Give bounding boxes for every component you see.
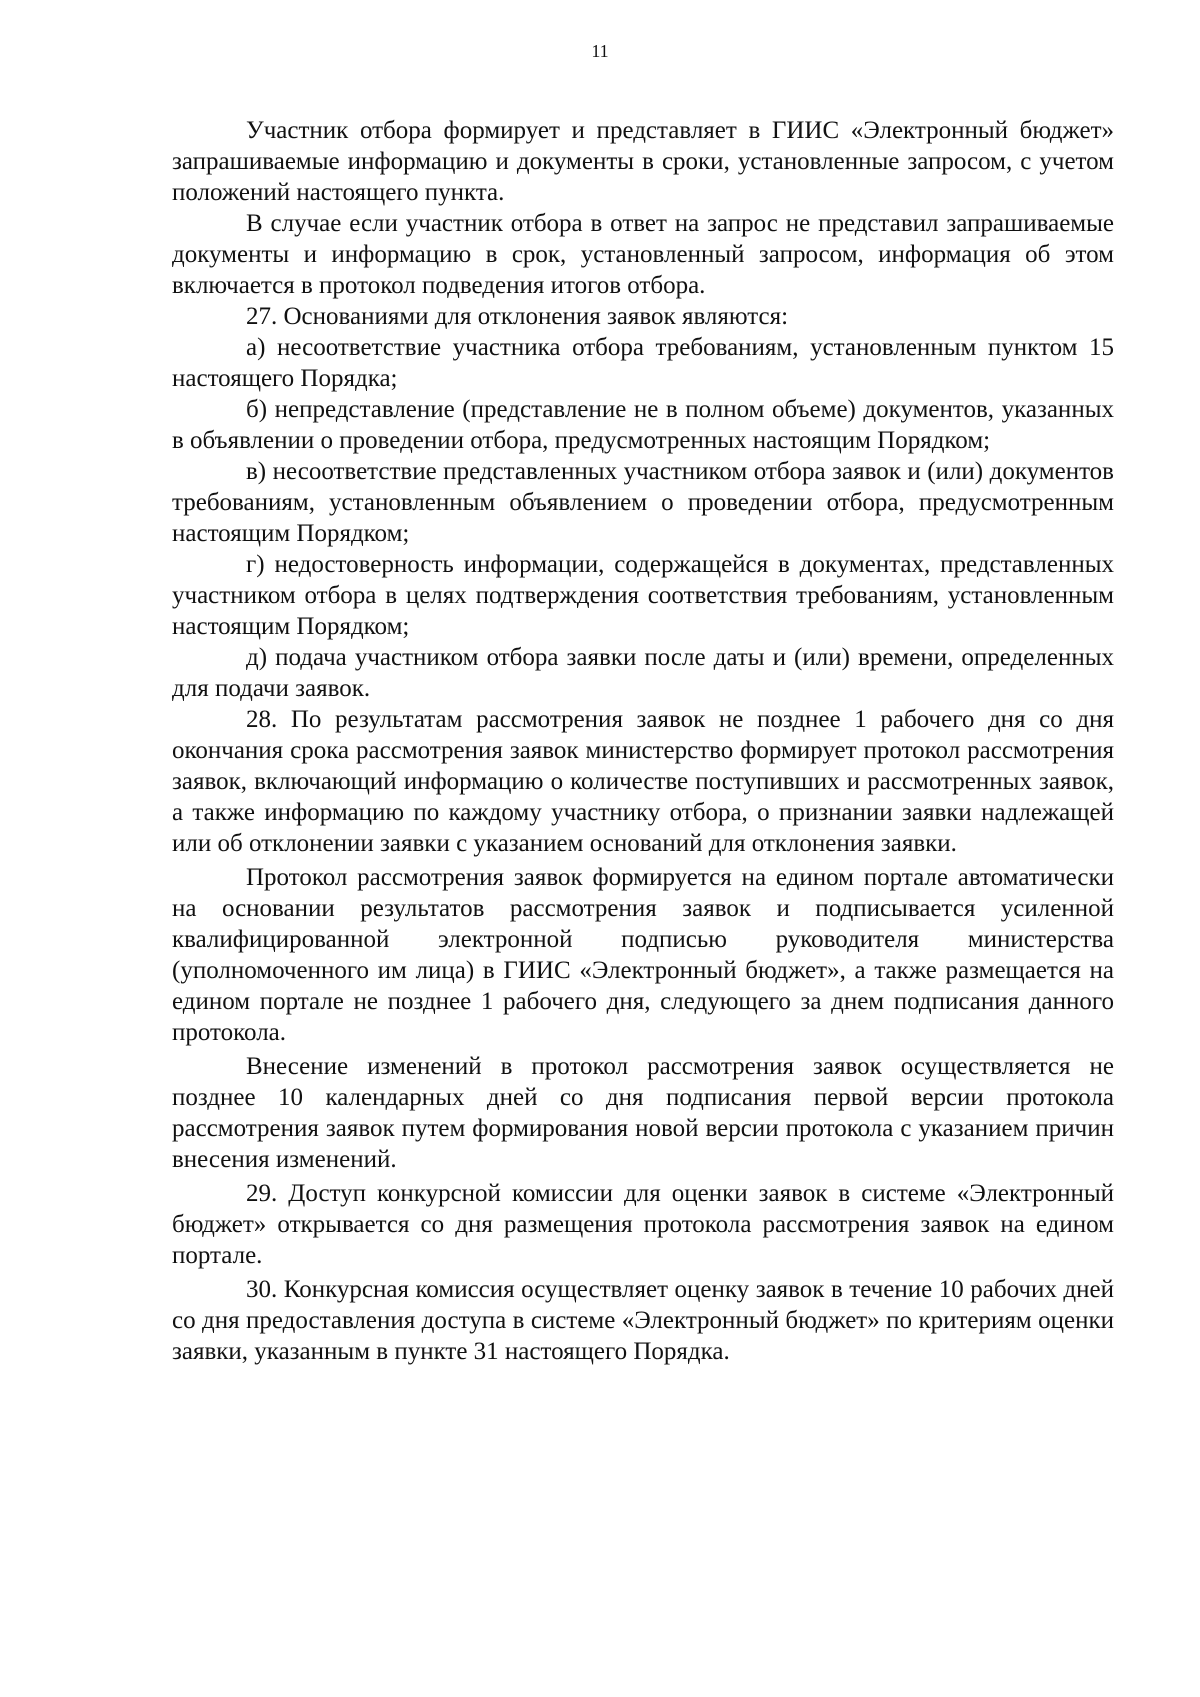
paragraph-28-review-protocol: 28. По результатам рассмотрения заявок не позднее 1 рабочего дня со дня окончания срока рассмотрения заявок министерство формирует протокол рассмотрения заявок, включающий информацию о количестве поступивших и рассмотренных заявок, а также информацию по каждому участнику отбора, о признании заявки надлежащей или об отклонении заявки с указанием оснований для отклонения заявки.	[172, 706, 1114, 857]
paragraph-failure-to-submit: В случае если участник отбора в ответ на запрос не представил запрашиваемые документы и информацию в срок, установленный запросом, информация об этом включается в протокол подведения итогов отбора.	[172, 210, 1114, 299]
list-item-v: в) несоответствие представленных участником отбора заявок и (или) документов требованиям, установленным объявлением о проведении отбора, предусмотренным настоящим Порядком;	[172, 458, 1114, 547]
paragraph-30-evaluation: 30. Конкурсная комиссия осуществляет оценку заявок в течение 10 рабочих дней со дня предоставления доступа в системе «Электронный бюджет» по критериям оценки заявки, указанным в пункте 31 настоящего Порядка.	[172, 1276, 1114, 1365]
document-body	[172, 115, 1114, 1367]
list-item-a: а) несоответствие участника отбора требованиям, установленным пунктом 15 настоящего Порядка;	[172, 334, 1114, 392]
list-item-b: б) непредставление (представление не в полном объеме) документов, указанных в объявлении о проведении отбора, предусмотренных настоящим Порядком;	[172, 396, 1114, 454]
paragraph-submission: Участник отбора формирует и представляет в ГИИС «Электронный бюджет» запрашиваемые информацию и документы в сроки, установленные запросом, с учетом положений настоящего пункта.	[172, 117, 1114, 206]
paragraph-27-rejection-grounds: 27. Основаниями для отклонения заявок являются:	[246, 303, 789, 330]
paragraph-protocol-changes: Внесение изменений в протокол рассмотрения заявок осуществляется не позднее 10 календарных дней со дня подписания первой версии протокола рассмотрения заявок путем формирования новой версии протокола с указанием причин внесения изменений.	[172, 1053, 1114, 1173]
list-item-d: д) подача участником отбора заявки после даты и (или) времени, определенных для подачи заявок.	[172, 644, 1114, 702]
paragraph-protocol-formation: Протокол рассмотрения заявок формируется на едином портале автоматически на основании результатов рассмотрения заявок и подписывается усиленной квалифицированной электронной подписью руководителя министерства (уполномоченного им лица) в ГИИС «Электронный бюджет», а также размещается на едином портале не позднее 1 рабочего дня, следующего за днем подписания данного протокола.	[172, 864, 1114, 1046]
list-item-g: г) недостоверность информации, содержащейся в документах, представленных участником отбора в целях подтверждения соответствия требованиям, установленным настоящим Порядком;	[172, 551, 1114, 640]
paragraph-29-commission-access: 29. Доступ конкурсной комиссии для оценки заявок в системе «Электронный бюджет» открывается со дня размещения протокола рассмотрения заявок на едином портале.	[172, 1180, 1114, 1269]
page-number: 11	[591, 41, 609, 61]
